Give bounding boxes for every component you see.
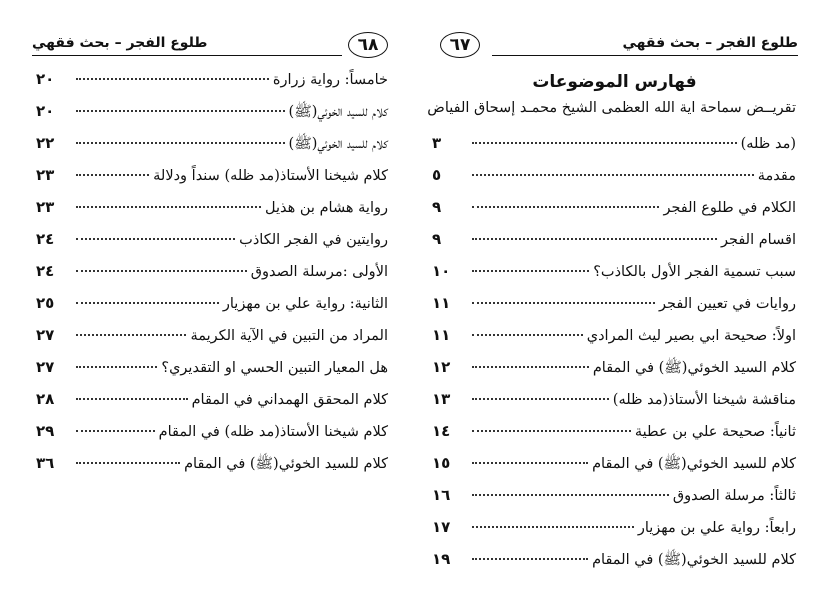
- toc-entry-text: (مد ظله): [740, 136, 796, 152]
- toc-entry-page: ٢٣: [36, 198, 55, 216]
- toc-entry-page: ٣٦: [36, 454, 55, 472]
- toc-entry-page: ١١: [432, 294, 451, 312]
- toc-entry-text: كلام للسيد الخوئي(ﷺ): [288, 104, 388, 120]
- right-page-number: ٦٧: [440, 32, 480, 58]
- toc-entry: [36, 134, 388, 166]
- toc-entry: [432, 230, 796, 262]
- toc-entry-page: ٢٤: [36, 230, 55, 248]
- toc-entry: [432, 550, 796, 582]
- header-rule: [32, 55, 342, 56]
- toc-entry: [432, 486, 796, 518]
- toc-entry-page: ٢٣: [36, 166, 55, 184]
- toc-entry-text: كلام شيخنا الأستاذ(مد ظله) سنداً ودلالة: [153, 168, 388, 184]
- toc-entry: [36, 262, 388, 294]
- leader-dots: [76, 238, 235, 240]
- leader-dots: [472, 238, 717, 240]
- toc-entry-text: كلام شيخنا الأستاذ(مد ظله) في المقام: [158, 424, 388, 440]
- toc-entry-text: مناقشة شيخنا الأستاذ(مد ظله): [612, 392, 796, 408]
- toc-entry: [432, 134, 796, 166]
- toc-entry: [36, 390, 388, 422]
- toc-entry-page: ٢٧: [36, 326, 55, 344]
- leader-dots: [472, 302, 655, 304]
- toc-entry-page: ٥: [432, 166, 442, 184]
- leader-dots: [472, 334, 583, 336]
- section-title: فهارس الموضوعات: [532, 72, 697, 92]
- toc-entry: [432, 390, 796, 422]
- leader-dots: [472, 558, 588, 560]
- leader-dots: [472, 398, 609, 400]
- leader-dots: [76, 110, 285, 112]
- toc-entry: [432, 422, 796, 454]
- left-book-title: طلوع الفجر – بحث فقهي: [32, 35, 208, 51]
- toc-entry: [432, 326, 796, 358]
- toc-entry-text: كلام للسيد الخوئي(ﷺ) في المقام: [592, 552, 796, 568]
- toc-entry: [432, 166, 796, 198]
- toc-entry-page: ١٠: [432, 262, 451, 280]
- right-book-title: طلوع الفجر – بحث فقهي: [622, 35, 798, 51]
- intro-line: تقريــض سماحة اية الله العظمى الشيخ محمـد إسحاق الفياض: [427, 100, 796, 116]
- toc-entry-page: ٢٨: [36, 390, 55, 408]
- toc-entry-text: كلام للسيد الخوئي(ﷺ) في المقام: [592, 456, 796, 472]
- leader-dots: [76, 462, 180, 464]
- toc-entry: [36, 454, 388, 486]
- toc-entry-text: روايات في تعيين الفجر: [659, 296, 796, 312]
- toc-entry-text: اولاً: صحيحة ابي بصير ليث المرادي: [586, 328, 796, 344]
- toc-entry-page: ٣: [432, 134, 442, 152]
- leader-dots: [76, 142, 285, 144]
- toc-entry-page: ١٢: [432, 358, 451, 376]
- toc-entry-text: الأولى :مرسلة الصدوق: [250, 264, 388, 280]
- toc-entry-text: كلام للسيد الخوئي(ﷺ): [288, 136, 388, 152]
- toc-entry-text: مقدمة: [757, 168, 796, 184]
- toc-entry: [36, 358, 388, 390]
- toc-entry-page: ١١: [432, 326, 451, 344]
- right-page-header: [440, 32, 798, 60]
- left-page-number: ٦٨: [348, 32, 388, 58]
- toc-entry-page: ١٥: [432, 454, 451, 472]
- toc-entry: [36, 198, 388, 230]
- leader-dots: [472, 462, 588, 464]
- leader-dots: [472, 174, 754, 176]
- toc-entry-page: ١٤: [432, 422, 451, 440]
- toc-entry-text: رابعاً: رواية علي بن مهزيار: [637, 520, 796, 536]
- left-toc-list: [36, 70, 388, 486]
- toc-entry: [432, 294, 796, 326]
- leader-dots: [76, 334, 186, 336]
- toc-entry: [36, 294, 388, 326]
- toc-entry: [432, 454, 796, 486]
- toc-entry-page: ٢٢: [36, 134, 55, 152]
- leader-dots: [472, 526, 634, 528]
- toc-entry-page: ٢٤: [36, 262, 55, 280]
- toc-entry-page: ٢٠: [36, 102, 55, 120]
- toc-entry-text: كلام السيد الخوئي(ﷺ) في المقام: [592, 360, 796, 376]
- leader-dots: [76, 206, 261, 208]
- right-toc-list: [432, 134, 796, 582]
- toc-entry: [36, 70, 388, 102]
- toc-entry: [36, 326, 388, 358]
- leader-dots: [76, 366, 157, 368]
- toc-entry-page: ١٣: [432, 390, 451, 408]
- toc-entry-page: ٢٠: [36, 70, 55, 88]
- toc-entry: [432, 358, 796, 390]
- leader-dots: [472, 430, 631, 432]
- toc-entry-page: ١٦: [432, 486, 451, 504]
- toc-entry-text: الثانية: رواية علي بن مهزيار: [222, 296, 388, 312]
- leader-dots: [472, 366, 589, 368]
- toc-entry: [432, 262, 796, 294]
- toc-entry-page: ٩: [432, 198, 442, 216]
- leader-dots: [76, 78, 269, 80]
- leader-dots: [472, 494, 669, 496]
- toc-entry: [36, 102, 388, 134]
- toc-entry-page: ٢٧: [36, 358, 55, 376]
- toc-entry-text: ثانياً: صحيحة علي بن عطية: [634, 424, 796, 440]
- toc-entry-page: ٢٩: [36, 422, 55, 440]
- toc-entry-page: ٢٥: [36, 294, 55, 312]
- header-rule: [492, 55, 798, 56]
- toc-entry-text: كلام للسيد الخوئي(ﷺ) في المقام: [184, 456, 388, 472]
- leader-dots: [472, 206, 659, 208]
- leader-dots: [472, 142, 737, 144]
- toc-entry: [432, 198, 796, 230]
- toc-entry-page: ١٩: [432, 550, 451, 568]
- toc-entry-text: خامساً: رواية زرارة: [272, 72, 388, 88]
- right-page: [410, 0, 819, 601]
- toc-entry: [36, 422, 388, 454]
- toc-entry-page: ١٧: [432, 518, 451, 536]
- toc-entry-text: هل المعيار التبين الحسي او التقديري؟: [161, 360, 388, 376]
- leader-dots: [76, 430, 155, 432]
- toc-entry-text: رواية هشام بن هذيل: [265, 200, 388, 216]
- toc-entry: [36, 166, 388, 198]
- toc-entry: [432, 518, 796, 550]
- toc-entry-page: ٩: [432, 230, 442, 248]
- toc-entry-text: روايتين في الفجر الكاذب: [239, 232, 388, 248]
- leader-dots: [76, 398, 188, 400]
- leader-dots: [76, 302, 219, 304]
- toc-entry-text: ثالثاً: مرسلة الصدوق: [672, 488, 796, 504]
- toc-entry-text: كلام المحقق الهمداني في المقام: [191, 392, 388, 408]
- toc-entry-text: اقسام الفجر: [720, 232, 796, 248]
- toc-entry: [36, 230, 388, 262]
- leader-dots: [76, 270, 247, 272]
- toc-entry-text: سبب تسمية الفجر الأول بالكاذب؟: [593, 264, 796, 280]
- toc-entry-text: الكلام في طلوع الفجر: [663, 200, 796, 216]
- left-page-header: [32, 32, 388, 60]
- leader-dots: [472, 270, 589, 272]
- leader-dots: [76, 174, 149, 176]
- toc-entry-text: المراد من التبين في الآية الكريمة: [190, 328, 388, 344]
